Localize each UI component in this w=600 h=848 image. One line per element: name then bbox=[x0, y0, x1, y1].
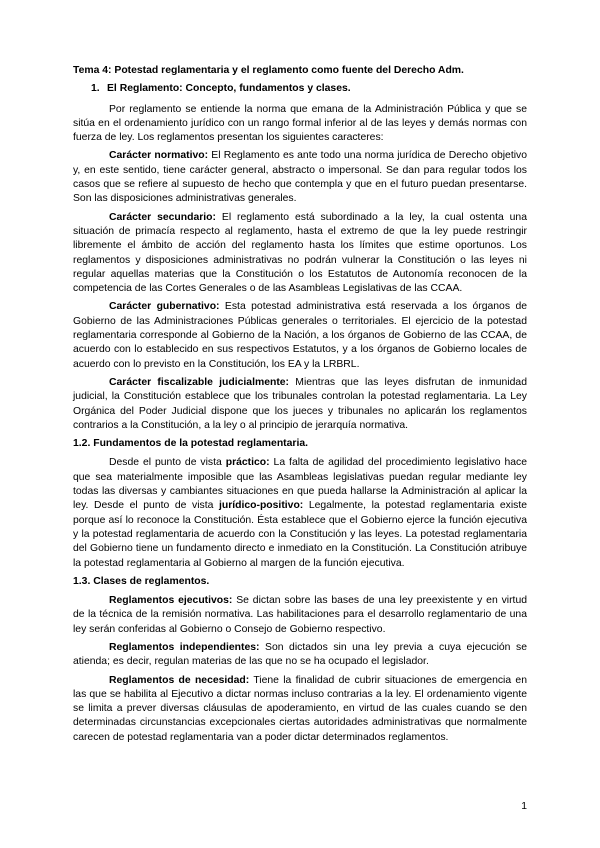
label-practico: práctico: bbox=[225, 457, 270, 469]
paragraph-ejecutivos bbox=[73, 594, 527, 637]
page-content bbox=[73, 64, 527, 749]
label-fiscalizable: Carácter fiscalizable judicialmente: bbox=[109, 376, 290, 388]
paragraph-necesidad bbox=[73, 674, 527, 745]
text-necesidad: Tiene la finalidad de cubrir situaciones de emergencia en las que se habilita al Ejecutivo a dictar normas incluso contrarias a la ley. El ordenamiento vigente se limita a prever diversas cláusulas de apoderamiento, en virtud de las cuales cuando se den determinadas circunstancias excepcionales ciertas autoridades administrativas que normalmente carecen de potestad reglamentaria van a poder dictar determinados reglamentos. bbox=[73, 674, 527, 743]
section-1-heading bbox=[91, 82, 527, 96]
section-1-heading-text: El Reglamento: Concepto, fundamentos y clases. bbox=[107, 83, 351, 95]
label-gubernativo: Carácter gubernativo: bbox=[109, 301, 220, 313]
section-1-2-heading: 1.2. Fundamentos de la potestad reglamentaria. bbox=[73, 438, 309, 450]
document-title: Tema 4: Potestad reglamentaria y el reglamento como fuente del Derecho Adm. bbox=[73, 65, 464, 76]
paragraph-fiscalizable bbox=[73, 376, 527, 433]
page-number: 1 bbox=[521, 801, 527, 812]
text-normativo: El Reglamento es ante todo una norma jurídica de Derecho objetivo y, en este sentido, tiene carácter general, abstracto o impersonal. Se dan para regular todos los casos que se refiere al supuesto de hecho que contempla y que en el futuro puedan presentarse. Son las disposiciones administrativas generales. bbox=[73, 150, 528, 205]
paragraph-independientes bbox=[73, 641, 527, 670]
label-secundario: Carácter secundario: bbox=[109, 211, 216, 223]
text-fiscalizable: Mientras que las leyes disfrutan de inmunidad judicial, la Constitución establece que los tribunales controlan la potestad reglamentaria. La Ley Orgánica del Poder Judicial dispone que los jueces y tribunales no aplicarán los reglamentos contrarios a la Constitución, a la ley o al principio de jerarquía normativa. bbox=[73, 376, 527, 431]
label-independientes: Reglamentos independientes: bbox=[109, 641, 260, 653]
text-secundario: El reglamento está subordinado a la ley, la cual ostenta una situación de primacía respecto al reglamento, hasta el extremo de que la ley puede restringir libremente el ámbito de acción del reglamento hasta los límites que estime oportunos. Los reglamentos y disposiciones administrativas no podrán vulnerar la Constitución o las leyes ni regular aquellas materias que la Constitución o los Estatutos de Autonomía reconocen de la competencia de las Cortes Generales o de las Asambleas Legislativas de las CCAA. bbox=[73, 211, 527, 295]
text-fundamentos-a: Desde el punto de vista bbox=[109, 457, 226, 469]
text-fundamentos-b: La falta de agilidad del procedimiento legislativo hace que sea materialmente imposible que las Asambleas legislativas puedan regular mediante ley todas las diversas y cambiantes situaciones en que pueda hallarse la Administración al aplicar la ley. Desde el punto de vista bbox=[73, 457, 527, 512]
paragraph-normativo bbox=[73, 149, 527, 206]
text-ejecutivos: Se dictan sobre las bases de una ley preexistente y en virtud de la técnica de la remisión normativa. Las habilitaciones para el desarrollo reglamentario de una ley serán conferidas al Gobierno o Consejo de Gobierno respectivo. bbox=[73, 595, 527, 635]
label-necesidad: Reglamentos de necesidad: bbox=[109, 674, 250, 686]
text-gubernativo: Esta potestad administrativa está reservada a los órganos de Gobierno de las Administraciones Públicas generales o territoriales. El ejercicio de la potestad reglamentaria corresponde al Gobierno de la Nación, a los órganos de Gobierno de las CCAA, de acuerdo con lo establecido en sus respectivos Estatutos, y a los órganos de Gobierno locales de acuerdo con lo previsto en la Constitución, los EA y la LRBRL. bbox=[73, 301, 528, 370]
paragraph-secundario bbox=[73, 211, 527, 297]
text-fundamentos-c: Legalmente, la potestad reglamentaria existe porque así lo reconoce la Constitución. Ésta establece que el Gobierno ejerce la función ejecutiva y la potestad reglamentaria de acuerdo con la Constitución y las leyes. La potestad reglamentaria del Gobierno tiene un fundamento directo e inmediato en la Constitución. La Constitución atribuye la potestad reglamentaria al Gobierno al margen de la función ejecutiva. bbox=[73, 500, 527, 569]
label-normativo: Carácter normativo: bbox=[109, 150, 209, 162]
section-1-3-heading: 1.3. Clases de reglamentos. bbox=[73, 575, 210, 587]
section-1-number: 1. bbox=[91, 83, 100, 95]
text-independientes: Son dictados sin una ley previa a cuya ejecución se atienda; es decir, regulan materias de las que no se ha ocupado el legislador. bbox=[73, 641, 527, 668]
label-ejecutivos: Reglamentos ejecutivos: bbox=[109, 595, 233, 607]
paragraph-gubernativo bbox=[73, 300, 527, 371]
paragraph-fundamentos bbox=[73, 456, 527, 570]
intro-paragraph: Por reglamento se entiende la norma que emana de la Administración Pública y que se sitúa en el ordenamiento jurídico con un rango formal inferior al de las leyes y demás normas con fuerza de ley. Los reglamentos presentan los siguientes caracteres: bbox=[73, 103, 527, 144]
label-juridico-positivo: jurídico-positivo: bbox=[218, 500, 304, 512]
